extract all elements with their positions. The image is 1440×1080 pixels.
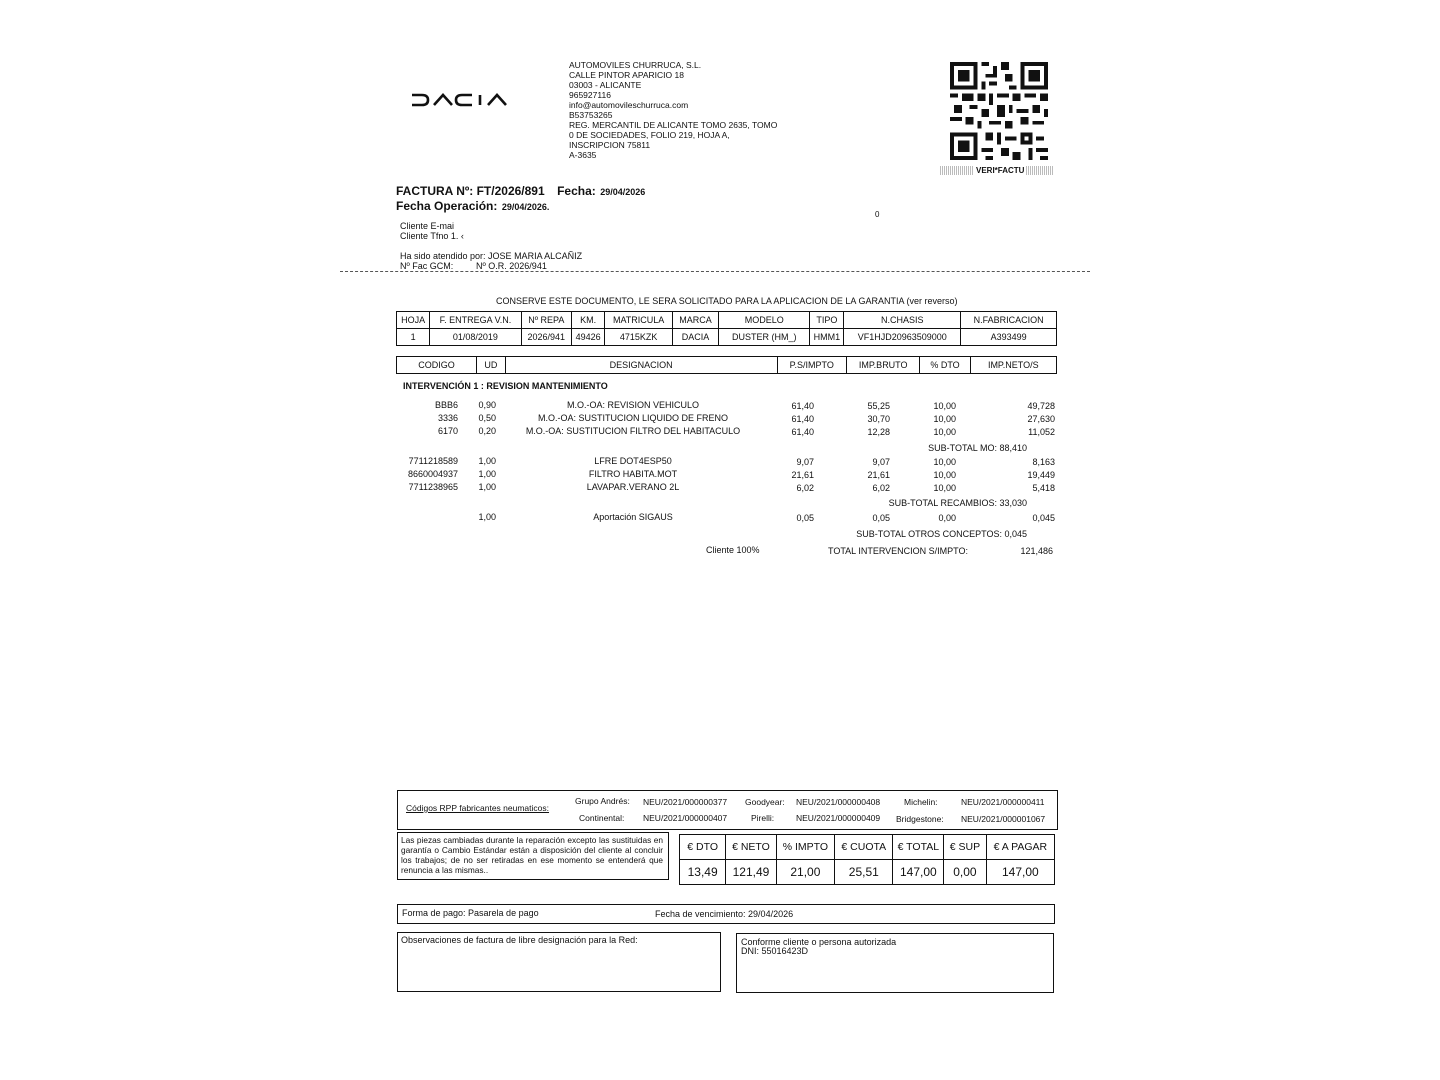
vehicle-value-cell: 01/08/2019 bbox=[430, 329, 521, 346]
vehicle-value-row bbox=[397, 329, 1057, 346]
payment-due: Fecha de vencimiento: 29/04/2026 bbox=[655, 909, 794, 919]
line-item-dto: 10,00 bbox=[933, 401, 956, 411]
line-item-desc: M.O.-OA: SUSTITUCION FILTRO DEL HABITACULO bbox=[525, 426, 741, 436]
conforme-label: Conforme cliente o persona autorizada bbox=[741, 937, 897, 947]
line-item-bruto: 21,61 bbox=[867, 470, 890, 480]
company-line: B53753265 bbox=[569, 110, 613, 120]
line-item-code: 7711238965 bbox=[408, 482, 458, 492]
dacia-logo bbox=[410, 92, 514, 108]
verifactu-label: VERI*FACTU bbox=[976, 166, 1025, 175]
operation-date-value: 29/04/2026. bbox=[501, 202, 550, 212]
vehicle-value-cell: DUSTER (HM_) bbox=[719, 329, 810, 346]
company-line: REG. MERCANTIL DE ALICANTE TOMO 2635, TOMO bbox=[569, 120, 778, 130]
totals-header-cell: € CUOTA bbox=[835, 835, 893, 860]
line-item-dto: 0,00 bbox=[938, 513, 956, 523]
vehicle-value-cell: 49426 bbox=[572, 329, 605, 346]
lines-header-cell: P.S/IMPTO bbox=[777, 357, 846, 374]
totals-value-cell: 21,00 bbox=[776, 860, 834, 885]
line-item-ud: 1,00 bbox=[478, 482, 496, 492]
lines-header-cell: IMP.BRUTO bbox=[846, 357, 920, 374]
totals-value-cell: 13,49 bbox=[680, 860, 726, 885]
line-item-code: 8660004937 bbox=[407, 469, 458, 479]
line-item-dto: 10,00 bbox=[933, 470, 956, 480]
or-number: Nº O.R. 2026/941 bbox=[476, 261, 547, 271]
line-item-ud: 0,90 bbox=[478, 400, 496, 410]
line-item-desc: LAVAPAR.VERANO 2L bbox=[586, 482, 680, 492]
totals-value-cell: 147,00 bbox=[893, 860, 944, 885]
line-item-dto: 10,00 bbox=[933, 457, 956, 467]
rpp-code: NEU/2021/000001067 bbox=[961, 814, 1046, 824]
totals-header-row bbox=[680, 835, 1055, 860]
line-item-ud: 1,00 bbox=[478, 456, 496, 466]
line-item-ps: 21,61 bbox=[791, 470, 814, 480]
line-item-neto: 8,163 bbox=[1032, 457, 1055, 467]
line-item-neto: 5,418 bbox=[1032, 483, 1055, 493]
totals-value-cell: 25,51 bbox=[835, 860, 893, 885]
vehicle-header-row bbox=[397, 312, 1057, 329]
line-item-ud: 1,00 bbox=[478, 512, 496, 522]
payment-method: Forma de pago: Pasarela de pago bbox=[402, 908, 539, 918]
parts-notice: Las piezas cambiadas durante la reparación excepto las sustituidas en garantía o Cambio Estándar están a disposición del cliente al concluir los trabajos; de no ser retiradas en ese momento se entenderá que renuncia a las mismas.. bbox=[401, 835, 663, 875]
vehicle-value-cell: VF1HJD20963509000 bbox=[844, 329, 961, 346]
line-item-ud: 0,20 bbox=[478, 426, 496, 436]
line-item-dto: 10,00 bbox=[933, 483, 956, 493]
line-item-neto: 27,630 bbox=[1027, 414, 1055, 424]
rpp-title: Códigos RPP fabricantes neumaticos: bbox=[406, 803, 550, 813]
company-line: 965927116 bbox=[569, 90, 611, 100]
line-item-bruto: 12,28 bbox=[867, 427, 890, 437]
line-item-ps: 0,05 bbox=[796, 513, 814, 523]
lines-header-row bbox=[397, 357, 1057, 374]
operation-date bbox=[396, 197, 549, 215]
vehicle-value-cell: DACIA bbox=[672, 329, 718, 346]
margin-mark: 0 bbox=[875, 210, 880, 219]
separator-dashed bbox=[340, 271, 1090, 272]
lines-header-cell: % DTO bbox=[920, 357, 970, 374]
client-email-label: Cliente E-mai bbox=[400, 221, 455, 231]
line-item-code: BBB6 bbox=[434, 400, 458, 410]
line-item-code: 7711218589 bbox=[408, 456, 458, 466]
totals-value-row bbox=[680, 860, 1055, 885]
lines-header-cell: UD bbox=[476, 357, 505, 374]
attended-by: Ha sido atendido por: JOSE MARIA ALCAÑIZ bbox=[400, 251, 583, 261]
vehicle-header-cell: HOJA bbox=[397, 312, 430, 329]
line-item-dto: 10,00 bbox=[933, 414, 956, 424]
line-item-neto: 49,728 bbox=[1027, 401, 1055, 411]
totals-header-cell: € TOTAL bbox=[893, 835, 944, 860]
line-item-ps: 9,07 bbox=[796, 457, 814, 467]
operation-date-label: Fecha Operación: bbox=[396, 199, 498, 213]
rpp-code: NEU/2021/000000407 bbox=[643, 813, 728, 823]
totals-header-cell: € DTO bbox=[680, 835, 726, 860]
total-value: 121,486 bbox=[1020, 546, 1053, 556]
verifactu-badge bbox=[940, 166, 1054, 175]
line-item-bruto: 6,02 bbox=[872, 483, 890, 493]
company-line: AUTOMOVILES CHURRUCA, S.L. bbox=[569, 60, 702, 70]
lines-header-cell: IMP.NETO/S bbox=[970, 357, 1056, 374]
line-item-ud: 0,50 bbox=[478, 413, 496, 423]
line-item-bruto: 30,70 bbox=[867, 414, 890, 424]
line-item-bruto: 9,07 bbox=[872, 457, 890, 467]
invoice-date-label: Fecha: bbox=[557, 184, 596, 198]
vehicle-value-cell: 1 bbox=[397, 329, 430, 346]
subtotal-mo: SUB-TOTAL MO: 88,410 bbox=[928, 443, 1027, 453]
line-item-bruto: 0,05 bbox=[872, 513, 890, 523]
line-item-neto: 19,449 bbox=[1027, 470, 1055, 480]
intervention-title: INTERVENCIÓN 1 : REVISION MANTENIMIENTO bbox=[403, 381, 608, 391]
invoice-number: FACTURA Nº: FT/2026/891 bbox=[396, 184, 545, 198]
company-line: CALLE PINTOR APARICIO 18 bbox=[569, 70, 684, 80]
totals-header-cell: € A PAGAR bbox=[986, 835, 1054, 860]
company-line: info@automovileschurruca.com bbox=[569, 100, 689, 110]
rpp-brand: Goodyear: bbox=[745, 797, 785, 807]
lines-header-cell: CODIGO bbox=[397, 357, 477, 374]
company-line: A-3635 bbox=[569, 150, 597, 160]
totals-value-cell: 121,49 bbox=[726, 860, 776, 885]
rpp-brand: Bridgestone: bbox=[896, 814, 944, 824]
company-line: INSCRIPCION 75811 bbox=[569, 140, 651, 150]
fac-gcm-label: Nº Fac GCM: bbox=[400, 261, 454, 271]
totals-value-cell: 0,00 bbox=[944, 860, 986, 885]
line-item-ps: 61,40 bbox=[791, 414, 814, 424]
vehicle-header-cell: N.FABRICACION bbox=[961, 312, 1057, 329]
client-phone-label: Cliente Tfno 1. ‹ bbox=[400, 231, 464, 241]
vehicle-header-cell: N.CHASIS bbox=[844, 312, 961, 329]
line-item-ps: 61,40 bbox=[791, 401, 814, 411]
line-item-ps: 61,40 bbox=[791, 427, 814, 437]
warranty-notice: CONSERVE ESTE DOCUMENTO, LE SERA SOLICITADO PARA LA APLICACION DE LA GARANTIA (ver reverso) bbox=[496, 296, 958, 306]
total-label: TOTAL INTERVENCION S/IMPTO: bbox=[828, 546, 969, 556]
vehicle-header-cell: MATRICULA bbox=[605, 312, 673, 329]
conforme-dni: DNI: 55016423D bbox=[741, 946, 809, 956]
vehicle-header-cell: TIPO bbox=[810, 312, 844, 329]
line-item-neto: 0,045 bbox=[1032, 513, 1055, 523]
rpp-code: NEU/2021/000000411 bbox=[961, 797, 1045, 807]
vehicle-header-cell: F. ENTREGA V.N. bbox=[430, 312, 521, 329]
vehicle-header-cell: MARCA bbox=[672, 312, 718, 329]
line-item-ud: 1,00 bbox=[478, 469, 496, 479]
line-item-code: 6170 bbox=[437, 426, 458, 436]
vehicle-value-cell: 2026/941 bbox=[521, 329, 571, 346]
company-line: 0 DE SOCIEDADES, FOLIO 219, HOJA A, bbox=[569, 130, 730, 140]
vehicle-table bbox=[396, 311, 1057, 346]
vehicle-value-cell: HMM1 bbox=[810, 329, 844, 346]
line-item-ps: 6,02 bbox=[796, 483, 814, 493]
lines-header-table bbox=[396, 356, 1057, 374]
qr-code-icon bbox=[950, 62, 1048, 160]
invoice-date: 29/04/2026 bbox=[600, 187, 646, 197]
rpp-code: NEU/2021/000000409 bbox=[796, 813, 881, 823]
line-item-code: 3336 bbox=[437, 413, 458, 423]
rpp-brand: Michelin: bbox=[904, 797, 938, 807]
rpp-brand: Pirelli: bbox=[751, 813, 775, 823]
totals-header-cell: € SUP bbox=[944, 835, 986, 860]
vehicle-value-cell: 4715KZK bbox=[605, 329, 673, 346]
company-line: 03003 - ALICANTE bbox=[569, 80, 642, 90]
line-item-dto: 10,00 bbox=[933, 427, 956, 437]
vehicle-header-cell: MODELO bbox=[719, 312, 810, 329]
vehicle-value-cell: A393499 bbox=[961, 329, 1057, 346]
rpp-brand: Continental: bbox=[579, 813, 625, 823]
vehicle-header-cell: Nº REPA bbox=[521, 312, 571, 329]
line-item-desc: FILTRO HABITA.MOT bbox=[588, 469, 678, 479]
rpp-brand: Grupo Andrés: bbox=[575, 796, 630, 806]
subtotal-otros: SUB-TOTAL OTROS CONCEPTOS: 0,045 bbox=[856, 529, 1027, 539]
lines-header-cell: DESIGNACION bbox=[505, 357, 777, 374]
rpp-code: NEU/2021/000000377 bbox=[643, 797, 728, 807]
line-item-neto: 11,052 bbox=[1028, 427, 1055, 437]
subtotal-recambios: SUB-TOTAL RECAMBIOS: 33,030 bbox=[888, 498, 1027, 508]
company-info bbox=[569, 60, 777, 160]
totals-table bbox=[679, 834, 1055, 885]
cliente-percentage: Cliente 100% bbox=[706, 545, 760, 555]
vehicle-header-cell: KM. bbox=[572, 312, 605, 329]
totals-header-cell: % IMPTO bbox=[776, 835, 834, 860]
rpp-code: NEU/2021/000000408 bbox=[796, 797, 881, 807]
line-item-desc: Aportación SIGAUS bbox=[593, 512, 673, 522]
observations-label: Observaciones de factura de libre designación para la Red: bbox=[401, 935, 638, 945]
line-item-desc: LFRE DOT4ESP50 bbox=[594, 456, 672, 466]
totals-value-cell: 147,00 bbox=[986, 860, 1054, 885]
line-item-bruto: 55,25 bbox=[867, 401, 890, 411]
totals-header-cell: € NETO bbox=[726, 835, 776, 860]
line-item-desc: M.O.-OA: REVISION VEHICULO bbox=[566, 400, 700, 410]
line-item-desc: M.O.-OA: SUSTITUCION LIQUIDO DE FRENO bbox=[537, 413, 728, 423]
